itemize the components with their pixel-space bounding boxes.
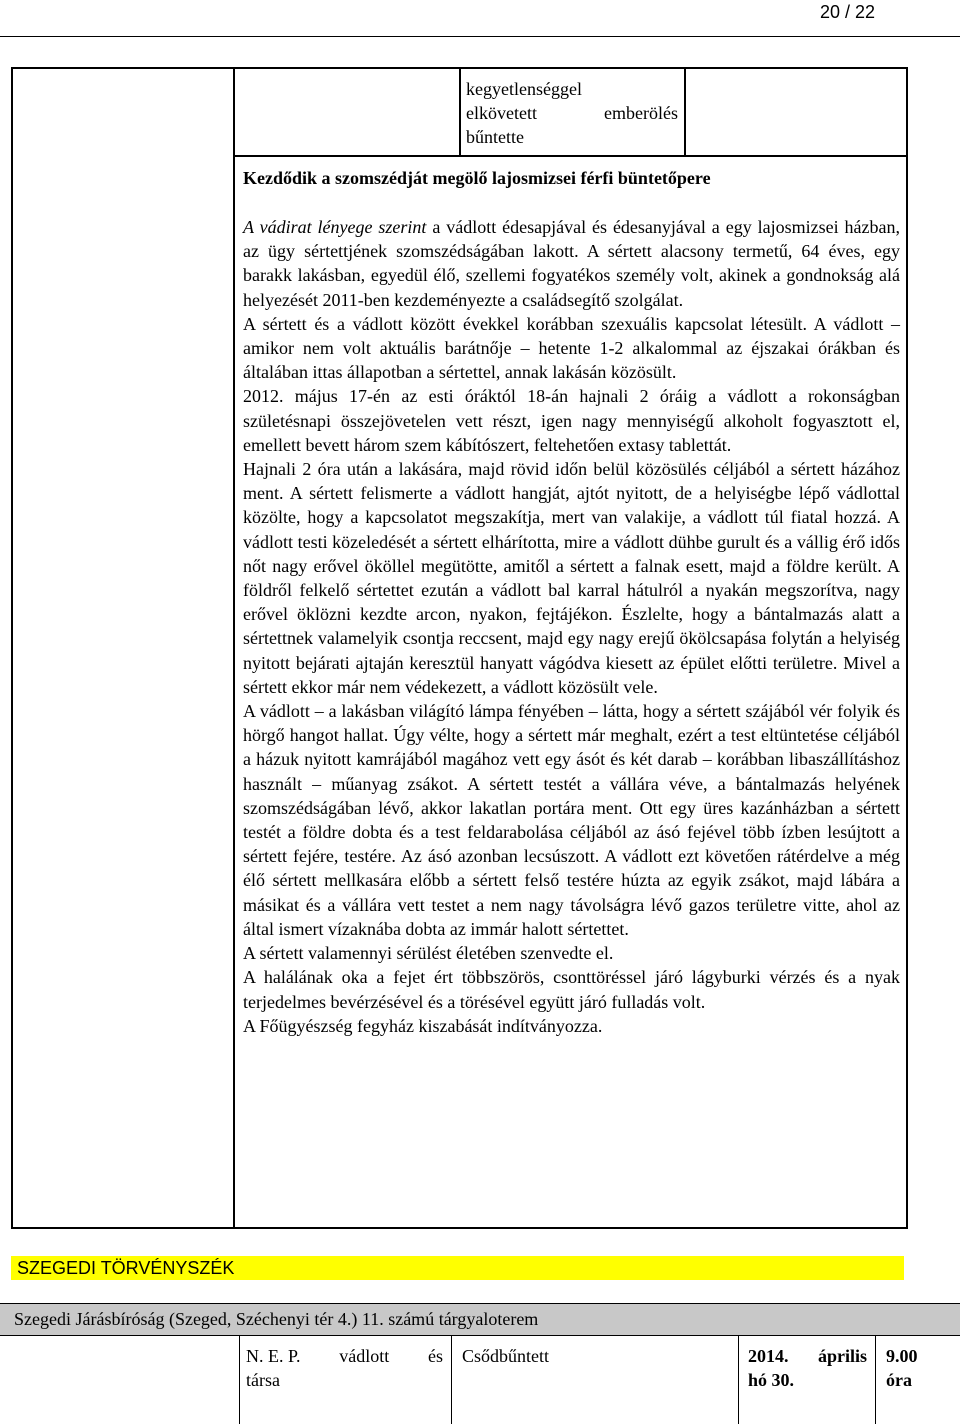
offense-line-1: kegyetlenséggel	[466, 79, 582, 99]
next-case-charge: Csődbűntett	[452, 1336, 739, 1424]
case-title: Kezdődik a szomszédját megölő lajosmizsei férfi büntetőpere	[243, 168, 711, 188]
defendant-word: vádlott	[339, 1346, 390, 1366]
defendant-and: és	[427, 1346, 443, 1366]
summary-paragraph-8: A Főügyészség fegyház kiszabását indítványozza.	[243, 1015, 603, 1036]
summary-paragraph-7: A halálának oka a fejet ért többszörös, csonttöréssel járó lágyburki vérzés és a nyak terjedelmes bevérzésével és a törésével együtt járó fulladás volt.	[243, 967, 900, 1012]
header-rule	[0, 36, 960, 37]
date-year: 2014.	[748, 1346, 789, 1366]
next-case-time	[876, 1336, 960, 1424]
date-day: hó 30.	[748, 1370, 795, 1390]
defendant-line-1	[246, 1344, 443, 1368]
offense-line-2	[466, 101, 678, 125]
next-case-defendant	[240, 1336, 452, 1424]
next-case-date	[739, 1336, 876, 1424]
time-unit: óra	[886, 1370, 912, 1390]
offense-cell	[466, 77, 678, 149]
summary-paragraph-3: 2012. május 17-én az esti óráktól 18-án hajnali 2 óráig a vádlott a rokonságban születésnapi összejövetelen vett részt, igen nagy mennyiségű alkoholt fogyasztott el, emellett bevett három szem kábítószert, feltehetően extasy tablettát.	[243, 386, 900, 455]
time-value: 9.00	[886, 1346, 918, 1366]
court-name-bar: SZEGEDI TÖRVÉNYSZÉK	[11, 1256, 904, 1280]
date-line-1	[748, 1344, 875, 1368]
summary-paragraph-5: A vádlott – a lakásban világító lámpa fényében – látta, hogy a sértett szájából vér folyik és hörgő hangot hallat. Úgy vélte, hogy a sértett már meghalt, ezért a test eltüntetése céljából a házuk nyitott kamrájából magához vett egy ásót és két darab – korábban libaszállításhoz használt – műanyag zsákot. A sértett testét a vállára véve, a bántalmazás helyének szomszédságában lévő, akkor lakatlan portára ment. Ott egy üres kazánházban a sértett testét a földre dobta és a test feldarabolása céljából az ásó fejével több ízben lesújtott a sértett fejére, testére. Az ásó azonban lecsúszott. A vádlott ezt követően rátérdelve a még élő sértett mellkasára előbb a sértett felső testére húzta az egyik zsákot, majd lábára a másikat és a vállára vett testet a nem nagy távolságra lévő gazos területre vitte, ahol az által ismert vízaknába dobta az immár halott sértettet.	[243, 701, 900, 939]
summary-paragraph-6: A sértett valamennyi sérülést életében szenvedte el.	[243, 943, 614, 964]
defendant-line-2: társa	[246, 1370, 280, 1390]
table-left-divider	[233, 67, 235, 1229]
next-case-empty-cell	[0, 1336, 240, 1424]
defendant-initials: N. E. P.	[246, 1346, 301, 1366]
summary-paragraph-4: Hajnali 2 óra után a lakására, majd rövid időn belül közösülés céljából a sértett házához ment. A sértett felismerte a vádlott hangját, ajtót nyitott, de a helyiségbe lépő vádlottal közölte, hogy a kapcsolatot megszakítja, mert van valakije, a vádlott túl fiatal hozzá. A vádlott testi közeledését a sértett elhárította, mire a vádlott dühbe gurult és a vállig érő idős nőt nagy erővel ököllel megütötte, amitől a sértett a falnak esett, majd a földre került. A földről felkelő sértettet ezután a vádlott bal karral hátulról a nyakán megszorítva, nagy erővel öklözni kezdte arcon, nyakon, fejtájékon. Észlelte, hogy a bántalmazás alatt a sértettnek valamelyik csontja reccsent, majd egy nagy erejű ökölcsapása folytán a helyiség nyitott bejárati ajtaján keresztül hanyatt vágódva kiesett az épület előtti területre. Mivel a sértett ekkor már nem védekezett, a vádlott közösült vele.	[243, 459, 900, 697]
case-summary	[243, 215, 900, 1038]
offense-row-bottom-border	[233, 155, 908, 157]
offense-line-3: bűntette	[466, 127, 524, 147]
date-month: április	[817, 1346, 867, 1366]
summary-paragraph-1-text: a vádlott édesapjával és édesanyjával a egy lajosmizsei házban, az ügy sértettjének szomszédságában lakott. A sértett alacsony termetű, 64 éves, egy barakk lakásban, egyedül élő, szellemi fogyatékos személy volt, akinek a gondnokság alá helyezését 2011-ben kezdeményezte a családsegítő szolgálat.	[243, 217, 901, 310]
summary-lead-italic: A vádirat lényege szerint	[243, 217, 427, 237]
next-case-row	[0, 1335, 960, 1424]
venue-bar: Szegedi Járásbíróság (Szeged, Széchenyi tér 4.) 11. számú tárgyaloterem	[0, 1303, 960, 1335]
summary-paragraph-1	[243, 215, 900, 312]
offense-cell-right-border	[684, 67, 686, 157]
summary-paragraph-2: A sértett és a vádlott között évekkel korábban szexuális kapcsolat létesült. A vádlott – amikor nem volt aktuális barátnője – hetente 1-2 alkalommal az éjszakai órákban és általában ittas állapotban a sértettel, annak lakásán közösült.	[243, 313, 900, 383]
offense-cell-left-border	[459, 67, 461, 157]
offense-line-2b: emberölés	[604, 103, 678, 123]
offense-line-2a: elkövetett	[466, 103, 537, 123]
page-number: 20 / 22	[820, 2, 876, 22]
